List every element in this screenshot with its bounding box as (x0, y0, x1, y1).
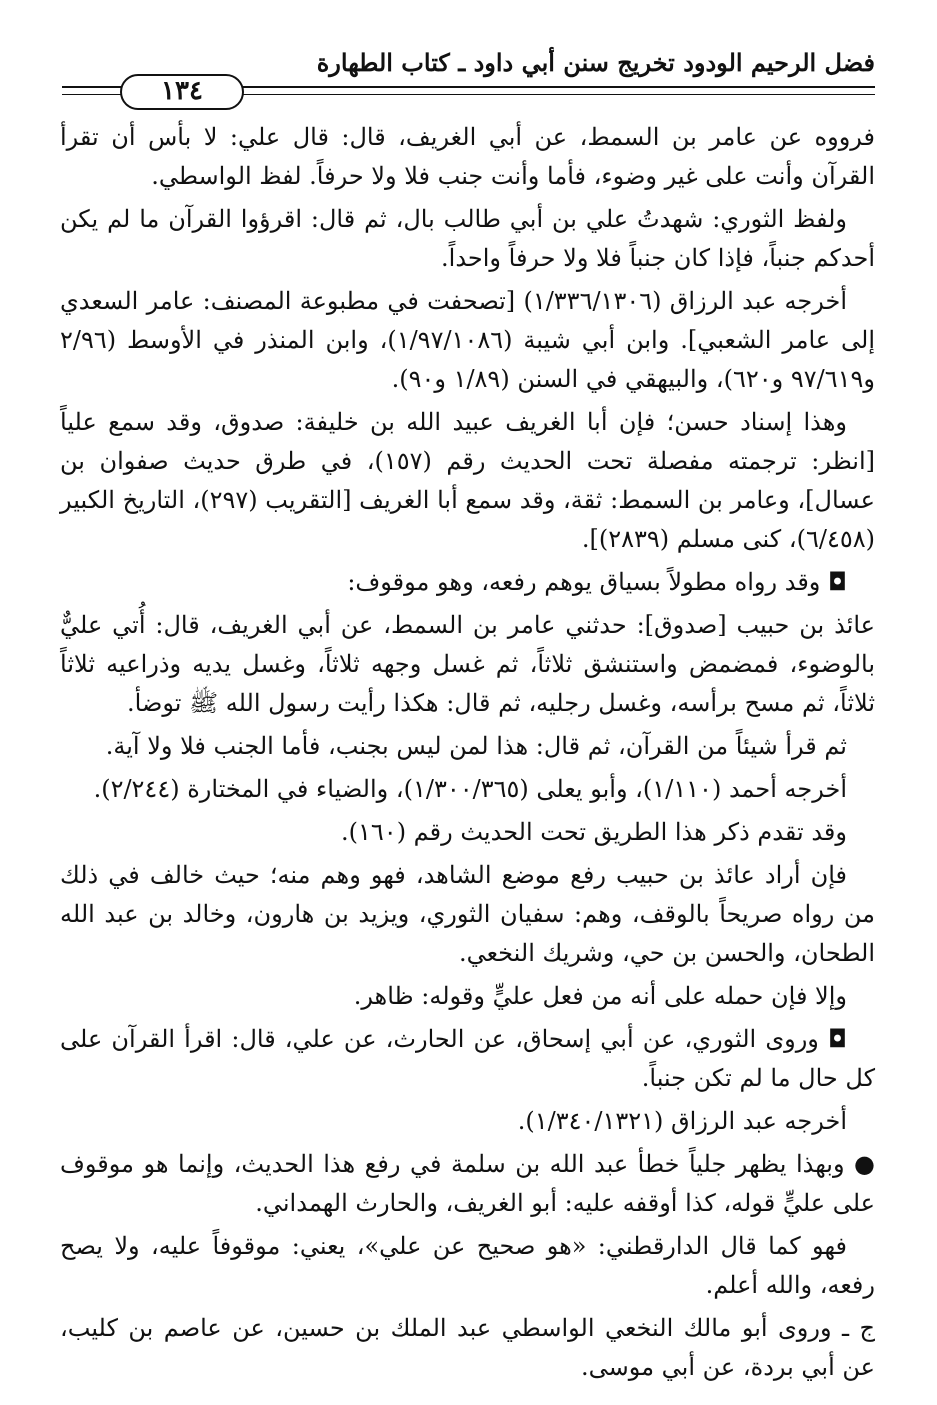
paragraph: ج ـ وروى أبو مالك النخعي الواسطي عبد الملك بن حسين، عن عاصم بن كليب، عن أبي بردة، عن أبي موسى. (60, 1314, 875, 1381)
paragraph: وقد تقدم ذكر هذا الطريق تحت الحديث رقم (١٦٠). (341, 818, 847, 846)
page-number: ١٣٤ (120, 74, 244, 110)
page-header (62, 30, 875, 110)
paragraph: ● وبهذا يظهر جلياً خطأ عبد الله بن سلمة في رفع هذا الحديث، وإنما هو موقوف على عليٍّ قوله، كذا أوقفه عليه: أبو الغريف، والحارث الهمداني. (60, 1150, 875, 1217)
paragraph: أخرجه أحمد (١/١١٠)، وأبو يعلى (١/٣٠٠/٣٦٥)، والضياء في المختارة (٢/٢٤٤). (93, 775, 847, 803)
paragraph: ◘ وقد رواه مطولاً بسياق يوهم رفعه، وهو موقوف: (347, 568, 847, 596)
paragraph: ولفظ الثوري: شهدتُ علي بن أبي طالب بال، ثم قال: اقرؤوا القرآن ما لم يكن أحدكم جنباً، فإذا كان جنباً فلا ولا حرفاً واحداً. (60, 205, 875, 272)
paragraph: عائذ بن حبيب [صدوق]: حدثني عامر بن السمط، عن أبي الغريف، قال: أُتي عليٌّ بالوضوء، فمضمض واستنشق ثلاثاً، ثم غسل وجهه ثلاثاً، وغسل يديه وذراعيه ثلاثاً ثلاثاً، ثم مسح برأسه، وغسل رجليه، ثم قال: هكذا رأيت رسول الله ﷺ توضأ. (60, 611, 875, 717)
paragraph: فرووه عن عامر بن السمط، عن أبي الغريف، قال: قال علي: لا بأس أن تقرأ القرآن وأنت على غير وضوء، فأما وأنت جنب فلا ولا حرفاً. لفظ الواسطي. (60, 123, 875, 190)
page-content (60, 118, 875, 1391)
paragraph: أخرجه عبد الرزاق (١/٣٤٠/١٣٢١). (517, 1107, 847, 1135)
running-title: فضل الرحيم الودود تخريج سنن أبي داود ـ كتاب الطهارة (316, 48, 875, 77)
paragraph: وهذا إسناد حسن؛ فإن أبا الغريف عبيد الله بن خليفة: صدوق، وقد سمع علياً [انظر: ترجمته مفصلة تحت الحديث رقم (١٥٧)، في طرق حديث صفوان بن عسال]، وعامر بن السمط: ثقة، وقد سمع أبا الغريف [التقريب (٢٩٧)، التاريخ الكبير (٦/٤٥٨)، كنى مسلم (٢٨٣٩)]. (60, 408, 875, 553)
paragraph: ثم قرأ شيئاً من القرآن، ثم قال: هذا لمن ليس بجنب، فأما الجنب فلا ولا آية. (105, 732, 847, 760)
paragraph: فإن أراد عائذ بن حبيب رفع موضع الشاهد، فهو وهم منه؛ حيث خالف في ذلك من رواه صريحاً بالوقف، وهم: سفيان الثوري، ويزيد بن هارون، وخالد بن عبد الله الطحان، والحسن بن حي، وشريك النخعي. (60, 861, 875, 967)
paragraph: وإلا فإن حمله على أنه من فعل عليٍّ وقوله: ظاهر. (353, 982, 847, 1010)
paragraph: أخرجه عبد الرزاق (١/٣٣٦/١٣٠٦) [تصحفت في مطبوعة المصنف: عامر السعدي إلى عامر الشعبي]. وابن أبي شيبة (١/٩٧/١٠٨٦)، وابن المنذر في الأوسط (٢/٩٦ و٩٧/٦١٩ و٦٢٠)، والبيهقي في السنن (١/٨٩ و٩٠). (60, 287, 876, 393)
paragraph: ◘ وروى الثوري، عن أبي إسحاق، عن الحارث، عن علي، قال: اقرأ القرآن على كل حال ما لم تكن جنباً. (60, 1025, 875, 1092)
paragraph: فهو كما قال الدارقطني: «هو صحيح عن علي»، يعني: موقوفاً عليه، ولا يصح رفعه، والله أعلم. (60, 1232, 875, 1299)
